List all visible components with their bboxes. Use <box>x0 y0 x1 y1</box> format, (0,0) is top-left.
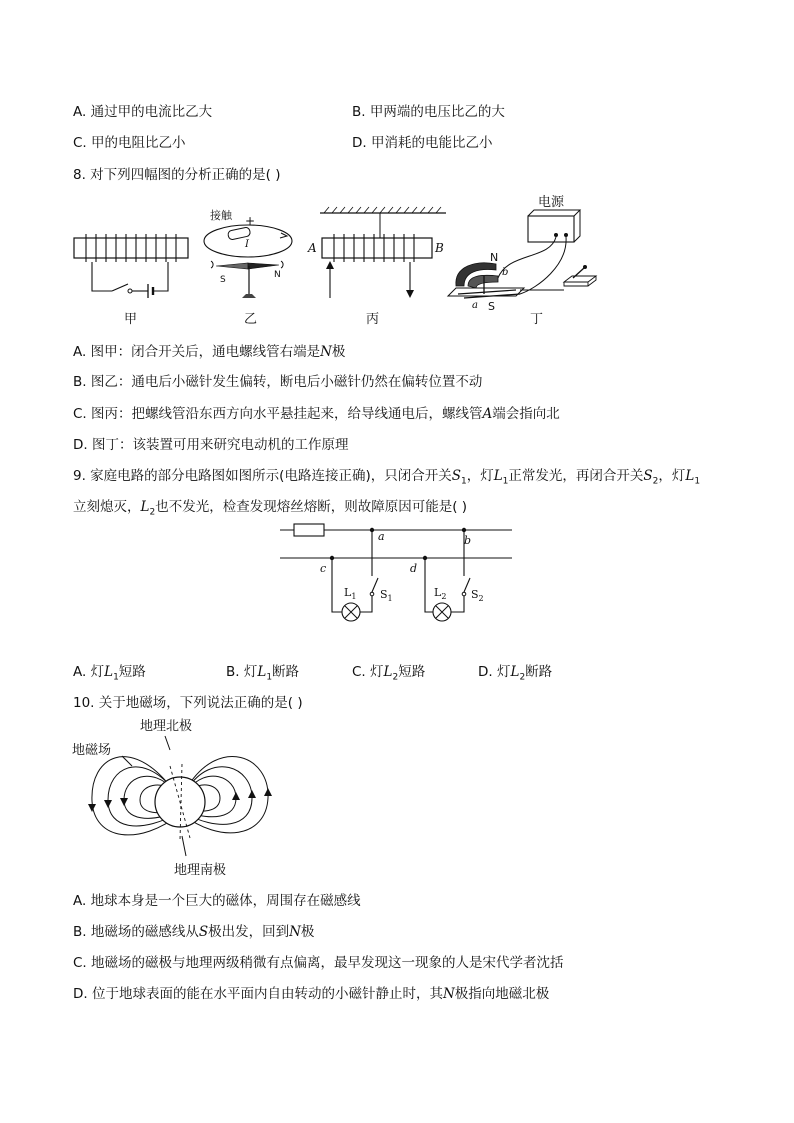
figure-bing <box>307 207 446 327</box>
figure-jia <box>74 234 188 327</box>
q9-stem-line1: 9. 家庭电路的部分电路图如图所示(电路连接正确)，只闭合开关$S_1$，灯$L_1$正常发光，再闭合开关$S_2$，灯$L_1$ <box>73 468 701 487</box>
current-label: I <box>245 239 249 250</box>
switch-2-label: $S_2$ <box>471 588 484 603</box>
yi-n-label: N <box>274 270 281 280</box>
contact-label: 接触 <box>210 209 232 222</box>
q7-option-a: A. 通过甲的电流比乙大 <box>73 104 213 120</box>
q9-stem-line2: 立刻熄灭，$L_2$也不发光，检查发现熔丝熔断，则故障原因可能是( ) <box>73 499 468 518</box>
ding-n-label: N <box>490 251 499 264</box>
q9-option-a: A. 灯$L_1$短路 <box>73 664 146 683</box>
figure-yi <box>204 208 292 327</box>
geo-north-label: 地理北极 <box>140 719 193 734</box>
plus-label: + <box>245 214 256 228</box>
q9-option-d: D. 灯$L_2$断路 <box>478 664 553 683</box>
q9-option-c: C. 灯$L_2$短路 <box>352 664 426 683</box>
figure-ding-label: 丁 <box>530 312 544 327</box>
q8-option-a: A. 图甲：闭合开关后，通电螺线管右端是N极 <box>73 344 346 360</box>
bing-b-end: B <box>435 241 444 255</box>
figure-jia-label: 甲 <box>124 312 138 327</box>
q10-option-b: B. 地磁场的磁感线从S极出发，回到N极 <box>73 924 315 940</box>
figure-yi-label: 乙 <box>244 312 258 327</box>
q10-option-c: C. 地磁场的磁极与地理两级稍微有点偏离，最早发现这一现象的人是宋代学者沈括 <box>73 955 564 971</box>
q9-circuit <box>280 520 520 640</box>
figure-bing-label: 丙 <box>366 312 380 327</box>
node-a: a <box>378 530 385 543</box>
q8-option-c: C. 图丙：把螺线管沿东西方向水平悬挂起来，给导线通电后，螺线管A端会指向北 <box>73 406 560 422</box>
q8-figures <box>68 190 608 330</box>
yi-s-label: S <box>220 275 226 285</box>
ding-b-label: b <box>502 267 509 278</box>
q8-stem: 8. 对下列四幅图的分析正确的是( ) <box>73 167 281 183</box>
ding-s-label: S <box>488 300 495 313</box>
q9-option-b: B. 灯$L_1$断路 <box>226 664 300 683</box>
q10-earth-magnetic-field <box>70 716 290 876</box>
node-c: c <box>320 562 327 575</box>
geomagnetic-field-label: 地磁场 <box>72 743 112 758</box>
ding-a-label: a <box>472 300 478 311</box>
lamp-1-label: $L_1$ <box>344 586 357 601</box>
q7-option-d: D. 甲消耗的电能比乙小 <box>352 135 493 151</box>
figure-ding <box>448 194 596 327</box>
q10-option-d: D. 位于地球表面的能在水平面内自由转动的小磁针静止时，其N极指向地磁北极 <box>73 986 550 1002</box>
q7-option-b: B. 甲两端的电压比乙的大 <box>352 104 505 120</box>
q8-option-b: B. 图乙：通电后小磁针发生偏转，断电后小磁针仍然在偏转位置不动 <box>73 374 483 390</box>
q8-option-d: D. 图丁：该装置可用来研究电动机的工作原理 <box>73 437 349 453</box>
q7-option-c: C. 甲的电阻比乙小 <box>73 135 186 151</box>
geo-south-label: 地理南极 <box>174 863 227 878</box>
node-d: d <box>410 562 418 575</box>
power-label: 电源 <box>538 195 565 210</box>
q10-option-a: A. 地球本身是一个巨大的磁体，周围存在磁感线 <box>73 893 361 909</box>
switch-1-label: $S_1$ <box>380 588 393 603</box>
node-b: b <box>464 534 472 547</box>
bing-a-end: A <box>308 241 317 255</box>
q10-stem: 10. 关于地磁场，下列说法正确的是( ) <box>73 695 303 711</box>
lamp-2-label: $L_2$ <box>434 586 447 601</box>
